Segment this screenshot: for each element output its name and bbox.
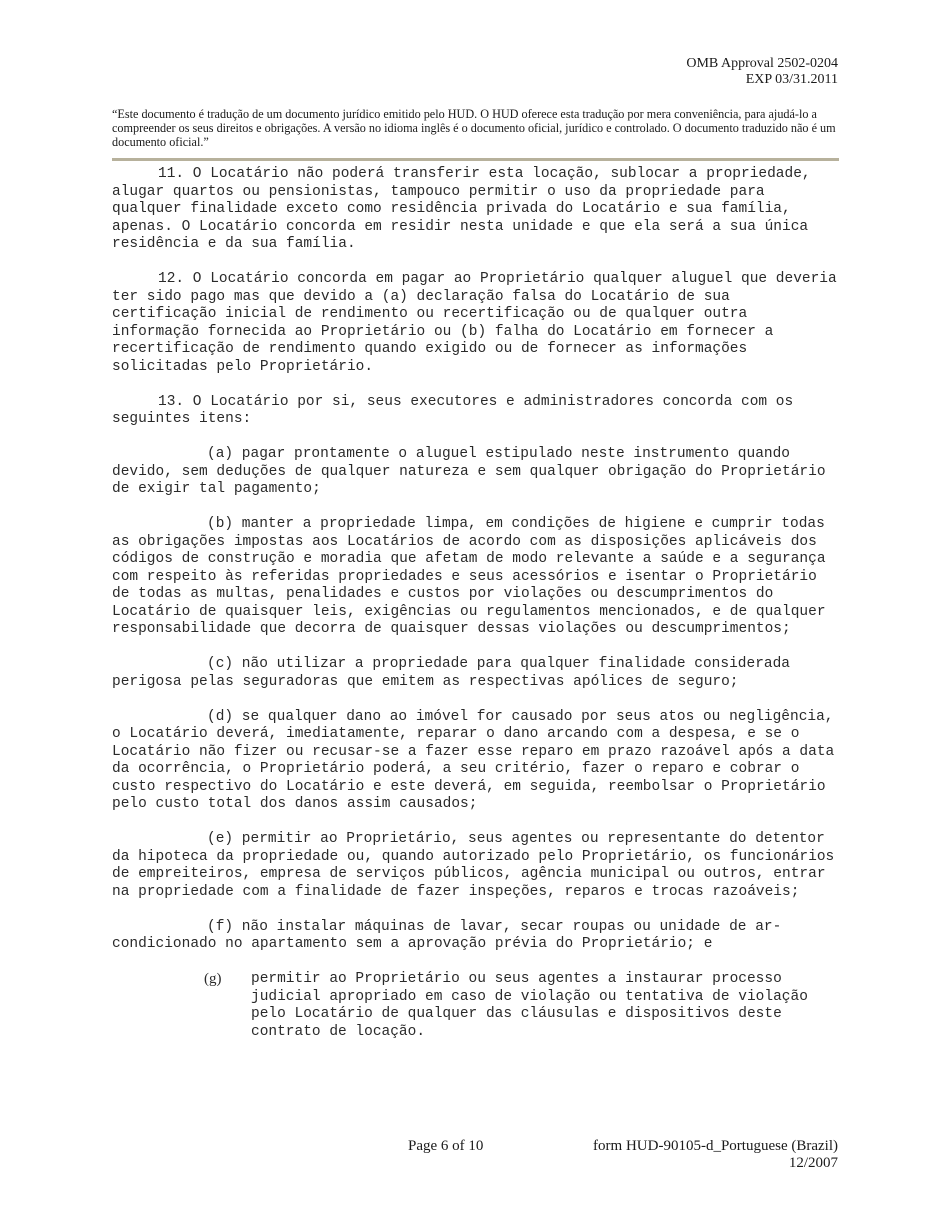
clause-13-item-e: (e) permitir ao Proprietário, seus agentes ou representante do detentor da hipoteca da propriedade ou, quando autorizado pelo Proprietário, os funcionários de empreiteiros, empresa de serviços públicos, agência municipal ou outros, entrar na propriedade com a finalidade de fazer inspeções, reparos e trocas razoáveis; bbox=[112, 831, 835, 900]
form-date: 12/2007 bbox=[788, 1155, 838, 1171]
clause-13-item-g bbox=[112, 971, 842, 1041]
clause-13-item-f: (f) não instalar máquinas de lavar, secar roupas ou unidade de ar-condicionado no apartamento sem a aprovação prévia do Proprietário; e bbox=[112, 918, 782, 952]
clause-13-item-b: (b) manter a propriedade limpa, em condições de higiene e cumprir todas as obrigações impostas aos Locatários de acordo com as disposições aplicáveis dos códigos de construção e moradia que afetam de modo relevante a saúde e a segurança com respeito às referidas propriedades e seus acessórios e isentar o Proprietário de todas as multas, penalidades e custos por violações ou descumprimentos do Locatário de quaisquer leis, exigências ou regulamentos mencionados, e de qualquer responsabilidade que decorra de quaisquer dessas violações ou descumprimentos; bbox=[112, 516, 826, 637]
document-body bbox=[112, 166, 842, 1041]
clause-13-item-d: (d) se qualquer dano ao imóvel for causado por seus atos ou negligência, o Locatário deverá, imediatamente, reparar o dano arcando com a despesa, e se o Locatário não fizer ou recusar-se a fazer esse reparo em prazo razoável após a data da ocorrência, o Proprietário poderá, a seu critério, fazer o reparo e cobrar o custo respectivo do Locatário e este deverá, em seguida, reembolsar o Proprietário pelo custo total dos danos assim causados; bbox=[112, 708, 835, 812]
header-divider bbox=[112, 158, 839, 161]
form-identifier-block bbox=[593, 1138, 838, 1172]
clause-12: 12. O Locatário concorda em pagar ao Proprietário qualquer aluguel que deveria ter sido pago mas que devido a (a) declaração falsa do Locatário de sua certificação inicial de rendimento ou recertificação ou de qualquer outra informação fornecida ao Proprietário ou (b) falha do Locatário em fornecer a recertificação de rendimento quando exigido ou de fornecer as informações solicitadas pelo Proprietário. bbox=[112, 271, 837, 375]
translation-disclaimer: “Este documento é tradução de um documento jurídico emitido pelo HUD. O HUD oferece esta tradução por mera conveniência, para ajudá-lo a compreender os seus direitos e obrigações. A versão no idioma inglês é o documento oficial, jurídico e controlado. O documento traduzido não é um documento oficial.” bbox=[112, 107, 836, 149]
omb-expiration-date: EXP 03/31.2011 bbox=[745, 72, 838, 87]
item-g-label: (g) bbox=[204, 971, 222, 987]
form-identifier: form HUD-90105-d_Portuguese (Brazil) bbox=[593, 1138, 838, 1154]
clause-13: 13. O Locatário por si, seus executores e administradores concorda com os seguintes itens: bbox=[112, 393, 794, 427]
clause-11: 11. O Locatário não poderá transferir esta locação, sublocar a propriedade, alugar quartos ou pensionistas, tampouco permitir o uso da propriedade para qualquer finalidade exceto como residência privada do Locatário e sua família, apenas. O Locatário concorda em residir nesta unidade e que ela será a sua única residência e da sua família. bbox=[112, 166, 811, 252]
page-number: Page 6 of 10 bbox=[408, 1138, 484, 1154]
item-g-text: permitir ao Proprietário ou seus agentes a instaurar processo judicial apropriado em caso de violação ou tentativa de violação pelo Locatário de qualquer das cláusulas e dispositivos deste contrato de locação. bbox=[251, 971, 808, 1040]
clause-13-item-a: (a) pagar prontamente o aluguel estipulado neste instrumento quando devido, sem deduções de qualquer natureza e sem qualquer obrigação do Proprietário de exigir tal pagamento; bbox=[112, 446, 826, 497]
omb-approval-number: OMB Approval 2502-0204 bbox=[686, 56, 838, 71]
omb-approval-block bbox=[686, 56, 838, 88]
clause-13-item-c: (c) não utilizar a propriedade para qualquer finalidade considerada perigosa pelas seguradoras que emitem as respectivas apólices de seguro; bbox=[112, 656, 790, 690]
